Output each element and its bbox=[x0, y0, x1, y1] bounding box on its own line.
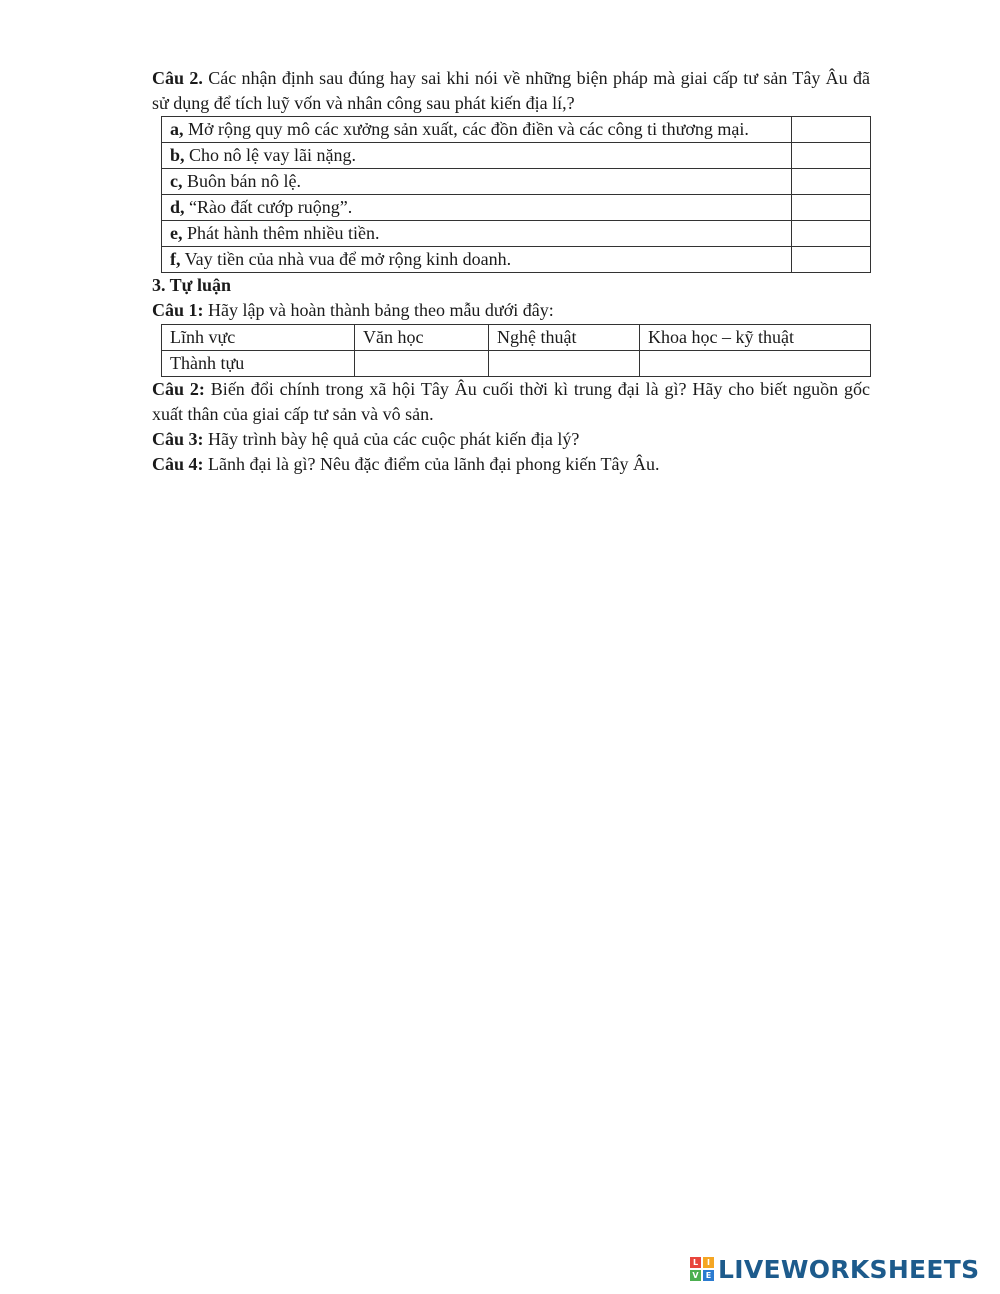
logo-mark-letter: L bbox=[690, 1257, 701, 1268]
logo-mark-letter: I bbox=[703, 1257, 714, 1268]
question-2-label: Câu 2. bbox=[152, 68, 203, 88]
statement-letter: b, bbox=[170, 145, 185, 165]
logo-text: LIVEWORKSHEETS bbox=[718, 1254, 980, 1284]
statement-text: Mở rộng quy mô các xưởng sản xuất, các đồn điền và các công ti thương mại. bbox=[183, 119, 749, 139]
table-row bbox=[162, 143, 871, 169]
answer-cell-b[interactable] bbox=[792, 143, 871, 169]
essay-question-2-label: Câu 2: bbox=[152, 379, 205, 399]
liveworksheets-logo bbox=[690, 1252, 979, 1286]
statement-letter: d, bbox=[170, 197, 185, 217]
statement-text: Buôn bán nô lệ. bbox=[182, 171, 301, 191]
statement-f bbox=[162, 247, 792, 273]
statement-c bbox=[162, 169, 792, 195]
question-2-text: Các nhận định sau đúng hay sai khi nói về những biện pháp mà giai cấp tư sản Tây Âu đã sử dụng để tích luỹ vốn và nhân công sau phát kiến địa lí,? bbox=[152, 68, 870, 113]
statement-b bbox=[162, 143, 792, 169]
essay-question-2-text: Biến đổi chính trong xã hội Tây Âu cuối thời kì trung đại là gì? Hãy cho biết nguồn gốc xuất thân của giai cấp tư sản và vô sản. bbox=[152, 379, 870, 424]
row-label-achievements: Thành tựu bbox=[162, 351, 355, 377]
statement-text: “Rào đất cướp ruộng”. bbox=[184, 197, 353, 217]
essay-question-4-label: Câu 4: bbox=[152, 454, 204, 474]
logo-mark-letter: E bbox=[703, 1270, 714, 1281]
answer-cell-science[interactable] bbox=[640, 351, 871, 377]
section-3-title: 3. Tự luận bbox=[152, 275, 232, 295]
table-row bbox=[162, 247, 871, 273]
header-cell-field: Lĩnh vực bbox=[162, 325, 355, 351]
achievements-table bbox=[161, 324, 871, 377]
essay-question-3-text: Hãy trình bày hệ quả của các cuộc phát kiến địa lý? bbox=[203, 429, 580, 449]
header-cell-art: Nghệ thuật bbox=[489, 325, 640, 351]
statement-e bbox=[162, 221, 792, 247]
essay-question-3 bbox=[152, 427, 870, 452]
statement-letter: e, bbox=[170, 223, 183, 243]
logo-mark-icon bbox=[690, 1257, 714, 1281]
table-row bbox=[162, 195, 871, 221]
statement-text: Phát hành thêm nhiều tiền. bbox=[182, 223, 380, 243]
answer-cell-f[interactable] bbox=[792, 247, 871, 273]
essay-question-4 bbox=[152, 452, 870, 477]
logo-mark-letter: V bbox=[690, 1270, 701, 1281]
header-cell-science: Khoa học – kỹ thuật bbox=[640, 325, 871, 351]
true-false-table bbox=[161, 116, 871, 273]
answer-cell-e[interactable] bbox=[792, 221, 871, 247]
answer-cell-a[interactable] bbox=[792, 117, 871, 143]
essay-question-1 bbox=[152, 298, 870, 323]
worksheet-page bbox=[152, 66, 870, 477]
statement-text: Cho nô lệ vay lãi nặng. bbox=[184, 145, 356, 165]
essay-question-1-text: Hãy lập và hoàn thành bảng theo mẫu dưới đây: bbox=[203, 300, 554, 320]
answer-cell-c[interactable] bbox=[792, 169, 871, 195]
answer-cell-art[interactable] bbox=[489, 351, 640, 377]
question-2 bbox=[152, 66, 870, 116]
essay-question-4-text: Lãnh đại là gì? Nêu đặc điểm của lãnh đại phong kiến Tây Âu. bbox=[203, 454, 660, 474]
statement-a bbox=[162, 117, 792, 143]
essay-question-3-label: Câu 3: bbox=[152, 429, 204, 449]
answer-cell-d[interactable] bbox=[792, 195, 871, 221]
essay-question-2 bbox=[152, 377, 870, 427]
statement-letter: a, bbox=[170, 119, 184, 139]
table-row bbox=[162, 169, 871, 195]
statement-letter: c, bbox=[170, 171, 183, 191]
header-cell-literature: Văn học bbox=[355, 325, 489, 351]
table-row bbox=[162, 351, 871, 377]
table-row bbox=[162, 325, 871, 351]
table-row bbox=[162, 221, 871, 247]
essay-question-1-label: Câu 1: bbox=[152, 300, 204, 320]
answer-cell-literature[interactable] bbox=[355, 351, 489, 377]
statement-text: Vay tiền của nhà vua để mở rộng kinh doanh. bbox=[180, 249, 512, 269]
statement-d bbox=[162, 195, 792, 221]
table-row bbox=[162, 117, 871, 143]
statement-letter: f, bbox=[170, 249, 181, 269]
